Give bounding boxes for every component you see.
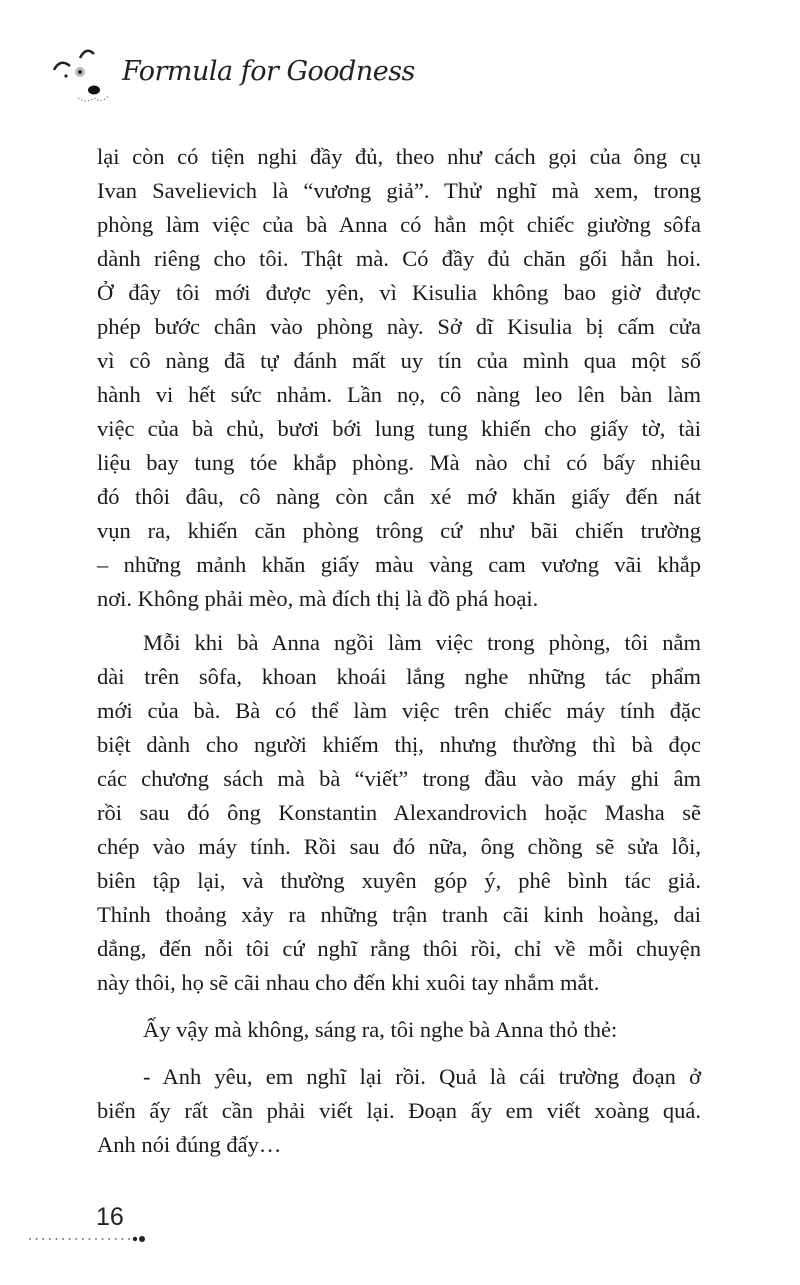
text-line: Thỉnh thoảng xảy ra những trận tranh cãi kinh hoàng, dai — [97, 902, 701, 927]
text-line: Ở đây tôi mới được yên, vì Kisulia không bao giờ được — [97, 280, 701, 305]
dot — [56, 1238, 58, 1240]
text-line: phép bước chân vào phòng này. Sở dĩ Kisulia bị cấm cửa — [97, 314, 701, 339]
text-line: này thôi, họ sẽ cãi nhau cho đến khi xuôi tay nhắm mắt. — [97, 970, 600, 995]
dot — [128, 1238, 130, 1240]
dot — [108, 1238, 110, 1240]
text-line: – những mảnh khăn giấy màu vàng cam vương vãi khắp — [97, 552, 701, 577]
running-header — [50, 48, 415, 118]
paragraph — [97, 140, 701, 616]
text-line: hành vi hết sức nhảm. Lần nọ, cô nàng leo lên bàn làm — [97, 382, 701, 407]
text-line: biệt dành cho người khiếm thị, nhưng thường thì bà đọc — [97, 732, 701, 757]
text-line: đó thôi đâu, cô nàng còn cắn xé mớ khăn giấy đến nát — [97, 484, 701, 509]
text-line: - Anh yêu, em nghĩ lại rồi. Quả là cái trường đoạn ở — [143, 1064, 701, 1089]
text-line: biên tập lại, và thường xuyên góp ý, phê bình tác giả. — [97, 868, 701, 893]
text-line: dài trên sôfa, khoan khoái lắng nghe những tác phẩm — [97, 664, 701, 689]
paragraph — [97, 1013, 701, 1047]
book-title: Formula for Goodness — [122, 56, 415, 87]
text-line: Ivan Savelievich là “vương giả”. Thử nghĩ mà xem, trong — [97, 178, 701, 203]
text-line: liệu bay tung tóe khắp phòng. Mà nào chỉ có bấy nhiêu — [97, 450, 701, 475]
text-line: Mỗi khi bà Anna ngồi làm việc trong phòng, tôi nằm — [143, 630, 701, 655]
text-line: rồi sau đó ông Konstantin Alexandrovich hoặc Masha sẽ — [97, 800, 701, 825]
text-line: Anh nói đúng đấy… — [97, 1132, 282, 1157]
dog-face-icon — [50, 48, 120, 118]
text-line: vụn ra, khiến căn phòng trông cứ như bãi chiến trường — [97, 518, 701, 543]
text-line: biển ấy rất cần phải viết lại. Đoạn ấy em viết xoàng quá. — [97, 1098, 701, 1123]
dotted-rule — [28, 1234, 158, 1244]
dot — [75, 1238, 77, 1240]
dot — [115, 1238, 117, 1240]
text-line: vì cô nàng đã tự đánh mất uy tín của mình qua một số — [97, 348, 701, 373]
dot — [122, 1238, 124, 1240]
dot — [133, 1237, 137, 1241]
dot — [36, 1238, 38, 1240]
dot — [29, 1238, 31, 1240]
dot — [82, 1238, 84, 1240]
text-line: việc của bà chủ, bươi bới lung tung khiến cho giấy tờ, tài — [97, 416, 701, 441]
text-line: mới của bà. Bà có thể làm việc trên chiếc máy tính đặc — [97, 698, 701, 723]
dot — [42, 1238, 44, 1240]
dot — [89, 1238, 91, 1240]
dot — [62, 1238, 64, 1240]
text-line: lại còn có tiện nghi đầy đủ, theo như cách gọi của ông cụ — [97, 144, 701, 169]
paragraph — [97, 1060, 701, 1162]
text-line: dẳng, đến nỗi tôi cứ nghĩ rằng thôi rồi, chỉ về mỗi chuyện — [97, 936, 701, 961]
paragraph — [97, 626, 701, 1000]
dot — [102, 1238, 104, 1240]
text-line: nơi. Không phải mèo, mà đích thị là đồ phá hoại. — [97, 586, 539, 611]
dot — [69, 1238, 71, 1240]
text-line: Ấy vậy mà không, sáng ra, tôi nghe bà Anna thỏ thẻ: — [143, 1017, 618, 1042]
page-number: 16 — [96, 1203, 124, 1231]
text-line: chép vào máy tính. Rồi sau đó nữa, ông chồng sẽ sửa lỗi, — [97, 834, 701, 859]
dot — [95, 1238, 97, 1240]
text-line: các chương sách mà bà “viết” trong đầu vào máy ghi âm — [97, 766, 701, 791]
dot — [139, 1236, 145, 1242]
dot — [49, 1238, 51, 1240]
text-line: dành riêng cho tôi. Thật mà. Có đầy đủ chăn gối hẳn hoi. — [97, 246, 701, 271]
text-line: phòng làm việc của bà Anna có hẳn một chiếc giường sôfa — [97, 212, 701, 237]
